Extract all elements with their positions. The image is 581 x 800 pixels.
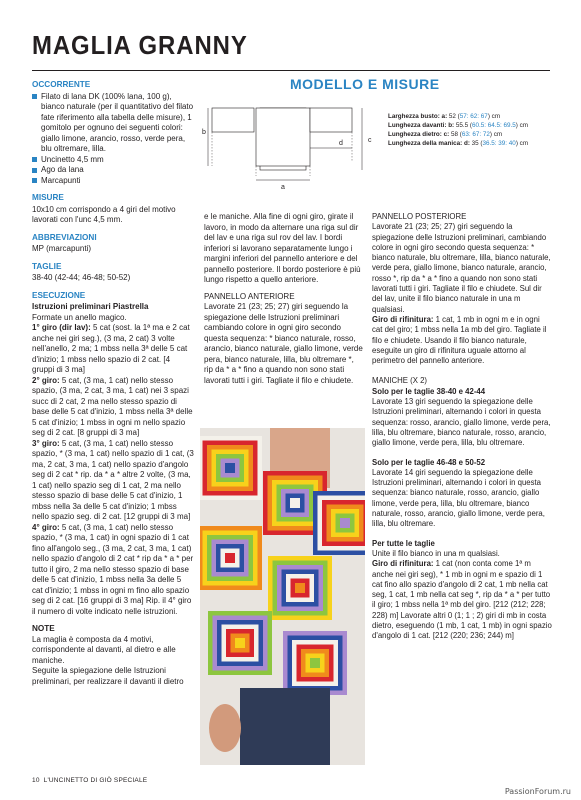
- materials-list: [32, 92, 194, 187]
- misure-heading: MISURE: [32, 193, 64, 202]
- round-4: [32, 523, 194, 618]
- page-title: MAGLIA GRANNY: [32, 30, 248, 60]
- measure-row: Lunghezza della manica: d: 35 (36.5: 39: 40) cm: [388, 140, 529, 147]
- materials-item: Marcapunti: [32, 176, 194, 187]
- finishing-round-text: 1 cat, 1 mb in ogni m e in ogni cat del giro; 1 mbss nella 1a mb del giro. Tagliate il filo e chiudete. Usando il filo bianco naturale, eseguite un giro di rifinitura uguale attorno al perimetro del pannello anteriore.: [372, 314, 547, 366]
- sleeve-finishing-label: Giro di rifinitura:: [372, 559, 434, 569]
- granny-square-round: [290, 498, 300, 508]
- all-sizes-text: Unite il filo bianco in una m qualsiasi.: [372, 548, 500, 558]
- label-c: c: [368, 137, 372, 144]
- note-heading: NOTE: [32, 624, 55, 633]
- back-panel-text: Lavorate 21 (23; 25; 27) giri seguendo la spiegazione delle Istruzioni preliminari, cambiando colore in ogni giro secondo questa sequenza: * bianco naturale, blu oltremare, lilla, bianco naturale, verde pera, giallo limone, bianco naturale, arancio, rosso *, rip da * a * fino a quando non sono stati lavorati tutti i giri. Tagliate il filo e chiudete. Sul dir del lav, unite il filo bianco naturale in una m qualsiasi.: [372, 222, 551, 314]
- measure-row: Larghezza busto: a: 52 (57: 62: 67) cm: [388, 113, 501, 120]
- measure-row: Lunghezza davanti: b: 55.5 (60.5: 64.5: 69.5) cm: [388, 122, 529, 129]
- finishing-round-label: Giro di rifinitura:: [372, 314, 434, 324]
- sleeves-heading: MANICHE (X 2): [372, 376, 428, 386]
- back-panel-heading: PANNELLO POSTERIORE: [372, 212, 467, 221]
- label-b: b: [202, 129, 206, 136]
- materials-item: Uncinetto 4,5 mm: [32, 155, 194, 166]
- materials-item: Ago da lana: [32, 165, 194, 176]
- esecuzione-intro: Formate un anello magico.: [32, 312, 127, 322]
- granny-square-round: [295, 583, 305, 593]
- left-column: [32, 80, 194, 687]
- granny-square-round: [235, 638, 245, 648]
- round-1: [32, 323, 194, 376]
- page-footer: [32, 777, 147, 784]
- right-column: [372, 212, 552, 642]
- taglie-text: 38-40 (42-44; 46-48; 50-52): [32, 273, 131, 282]
- title-rule: [32, 70, 550, 71]
- left-sleeve-shape: [212, 108, 254, 132]
- round-3: [32, 439, 194, 523]
- granny-square-round: [225, 463, 235, 473]
- measure-row: Lunghezza dietro: c: 58 (63: 67: 72) cm: [388, 131, 503, 138]
- all-sizes-heading: Per tutte le taglie: [372, 538, 435, 548]
- sizes-large-heading: Solo per le taglie 46-48 e 50-52: [372, 457, 486, 467]
- note-text-2: Seguite la spiegazione delle Istruzioni preliminari, per realizzare il davanti il dietro: [32, 666, 184, 686]
- front-panel-text: Lavorate 21 (23; 25; 27) giri seguendo la spiegazione delle Istruzioni preliminari cambiando colore in ogni giro secondo questa sequenza: * bianco naturale, rosso, arancio, bianco naturale, giallo limone, verde pera, bianco naturale, lilla, blu oltremare *, rip da * a * fino a quando non sono stati lavorati tutti i giri. Tagliate il filo e chiudete.: [204, 302, 363, 385]
- round-2-label: 2° giro:: [32, 375, 60, 385]
- sizes-small-text: Lavorate 13 giri seguendo la spiegazione delle Istruzioni preliminari, alternando i colori in questa sequenza: rosso, arancio, giallo limone, verde pera, lilla, blu oltremare, bianco naturale, rosso, arancio, giallo limone, verde pera, lilla, blu oltremare.: [372, 397, 551, 448]
- granny-square-round: [310, 658, 320, 668]
- sleeve-finishing-text: 1 cat (non conta come 1ª m anche nei giri seg), * 1 mb in ogni m e spazio di 1 cat fino allo spazio d'angolo di 2 cat, 1 mb nella cat seg, 1 cat, 1 mb nella cat seg *, rip da * a * per tutto il giro; 1 mbss nella 1ª mb del giro. [212 (212; 228; 228) m] Lavorate altri 0 (1; 1 ; 2) giri di mb in costa dietro, eseguendo (1 mb, 1 cat, 1 mb) in ogni spazio d'angolo di 1 cat. [212 (220; 236; 244) m]: [372, 559, 552, 641]
- model-title: MODELLO E MISURE: [290, 76, 440, 92]
- abbreviazioni-heading: ABBREVIAZIONI: [32, 232, 97, 242]
- esecuzione-subheading: Istruzioni preliminari Piastrella: [32, 302, 149, 311]
- occorrente-heading: OCCORRENTE: [32, 80, 91, 89]
- granny-square-round: [225, 553, 235, 563]
- label-d: d: [339, 140, 343, 147]
- front-panel-heading: PANNELLO ANTERIORE: [204, 291, 295, 301]
- magazine-name: L'UNCINETTO DI GIÒ SPECIALE: [43, 777, 148, 784]
- taglie-heading: TAGLIE: [32, 261, 62, 271]
- intro-continued: e le maniche. Alla fine di ogni giro, girate il lavoro, in modo da alternare una riga sul dir del lav e una riga sul rov del lav. I bordi inferiori si lavorano separatamente lungo i margini inferiori del pannello anteriore e del pannello posteriore. Il bordo posteriore è più lungo rispetto a quello anteriore.: [204, 212, 361, 284]
- round-4-label: 4° giro:: [32, 522, 60, 532]
- label-a: a: [281, 184, 285, 191]
- finishing-round: [372, 315, 552, 366]
- granny-square-round: [340, 518, 350, 528]
- abbreviazioni-text: MP (marcapunti): [32, 244, 91, 253]
- schematic-diagram: [198, 100, 384, 192]
- sleeve-finishing-round: [372, 559, 552, 641]
- esecuzione-heading: ESECUZIONE: [32, 290, 86, 300]
- round-1-label: 1° giro (dir lav):: [32, 323, 91, 332]
- materials-item: Filato di lana DK (100% lana, 100 g), bianco naturale (per il quantitativo del filato fate riferimento alla tabella delle misure), 1 gomitolo per ognuno dei seguenti colori: giallo limone, arancio, rosso, verde pera, blu oltremare, lilla.: [32, 92, 194, 155]
- sweater-photo: [200, 428, 365, 765]
- sizes-large-text: Lavorate 14 giri seguendo la spiegazione delle Istruzioni preliminari, alternando i colori in questa sequenza: bianco naturale, rosso, arancio, giallo limone, verde pera, lilla, blu oltremare, bianco naturale, rosso, arancio, giallo limone, verde pera, lilla, blu oltremare.: [372, 467, 545, 529]
- sizes-small-heading: Solo per le taglie 38-40 e 42-44: [372, 386, 486, 396]
- middle-column: [204, 212, 364, 386]
- page-number: 10: [32, 777, 40, 784]
- watermark: PassionForum.ru: [504, 787, 571, 796]
- right-sleeve-shape: [310, 108, 352, 132]
- round-3-label: 3° giro:: [32, 438, 60, 448]
- round-4-text: 5 cat, (3 ma, 1 cat) nello stesso spazio, * (3 ma, 1 cat) in ogni spazio di 1 cat fino all'angolo seg., (3 ma, 2 cat, 3 ma, 1 cat) nello spazio d'angolo di 2 cat * rip da * a * per tutto il giro, 2 ma nello stesso spazio di base delle 5 cat d'inizio, 1 mbss nella 3a delle 5 cat d'inizio; 1 mbss in ogni m fino allo spazio seg di 2 cat. [16 gruppi di 3 ma] Rip. il 4° giro il numero di volte indicato nelle istruzioni.: [32, 522, 194, 616]
- front-panel-shape: [256, 108, 310, 166]
- round-3-text: 5 cat, (3 ma, 1 cat) nello stesso spazio, * (3 ma, 1 cat) nello spazio di 1 cat, (3 ma, 2 cat, 3 ma, 1 cat) nello spazio d'angolo seg di 2 cat * rip. da * a * altre 2 volte, (3 ma, 1 cat) nello spazio seg di 1 cat, 2 ma nello stesso spazio di base delle 5 cat d'inizio, 1 mbss nella 3a delle 5 cat d'inizio; 1 mbss nello spazio seg. di 2 cat. [12 gruppi di 3 ma]: [32, 438, 194, 521]
- round-2-text: 5 cat, (3 ma, 1 cat) nello stesso spazio, (3 ma, 2 cat, 3 ma, 1 cat) nei 3 spazi succ di 2 cat, 2 ma nello stesso spazio di base delle 5 cat d'inizio, 1 mbss nella 3ª delle 5 cat d'inizio; 1 mbss in ogni m nello spazio seg di 2 cat. [8 gruppi di 3 ma]: [32, 375, 193, 437]
- note-text-1: La maglia è composta da 4 motivi, corrispondente al davanti, al dietro e alle maniche.: [32, 634, 176, 665]
- round-2: [32, 376, 194, 439]
- measures-list: [388, 112, 528, 148]
- round-1-text: 5 cat (sost. la 1ª ma e 2 cat anche nei giri seg.), (3 ma, 2 cat) 3 volte nell'anello, 2 ma; 1 mbss nella 3ª delle 5 cat d'inizio; 1 mbss nello spazio di 2 cat. [4 gruppi di 3 ma]: [32, 323, 190, 374]
- misure-text: 10x10 cm corrispondo a 4 giri del motivo lavorati con l'unc 4,5 mm.: [32, 204, 176, 224]
